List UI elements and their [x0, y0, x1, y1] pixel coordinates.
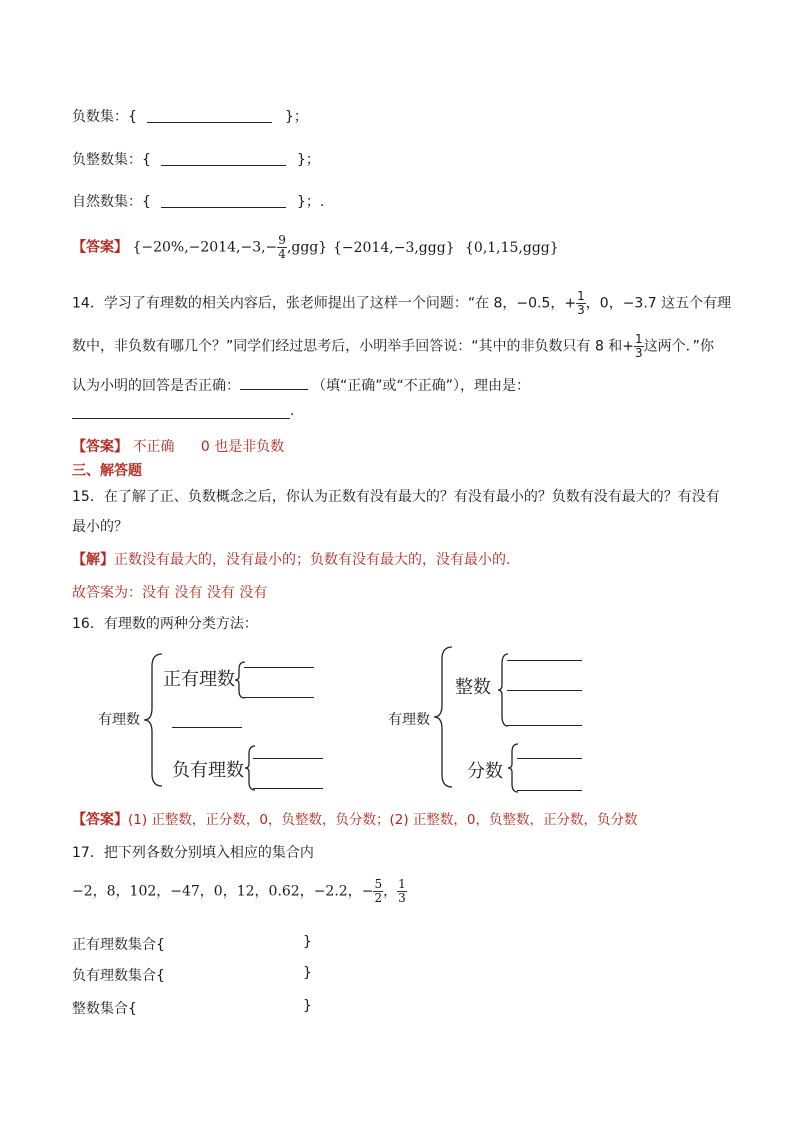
natural-set-close: }；. [297, 194, 325, 210]
right-integer-label: 整数 [455, 677, 491, 698]
answer-13-part2: {−2014,−3,ggg} [333, 240, 455, 256]
neg-int-set-label: 负整数集：{ [72, 152, 151, 168]
q15-final: 故答案为：没有 没有 没有 没有 [72, 585, 268, 601]
answer-16-text: (1) 正整数，正分数，0，负整数，负分数；(2) 正整数，0，负整数，正分数，负分数 [128, 812, 638, 828]
answer-13 [72, 234, 327, 261]
left-root-label: 有理数 [98, 712, 140, 728]
natural-set-blank[interactable] [161, 207, 286, 208]
q14-line2-text: 数中，非负数有哪几个？”同学们经过思考后，小明举手回答说：“其中的非负数只有 8 和+ [72, 338, 635, 355]
q17-set-integer: 整数集合{ [72, 1001, 137, 1017]
right-main-brace [432, 645, 454, 789]
right-fraction-blank-1[interactable] [517, 758, 582, 759]
left-negative-label: 负有理数 [172, 760, 244, 781]
solution-tag: 【解】 [72, 552, 114, 568]
left-zero-blank[interactable] [172, 727, 242, 728]
q17-set-positive-close: } [303, 934, 312, 950]
q14-fraction-1: $\frac{1}{3}$ [577, 289, 585, 317]
answer-tag: 【答案】 [72, 812, 128, 828]
q14-line4-end: . [290, 403, 295, 419]
left-positive-brace [233, 660, 247, 700]
left-positive-blank-2[interactable] [244, 697, 314, 698]
negative-set-label: 负数集：{ [72, 109, 137, 125]
q15-line2: 最小的？ [72, 519, 128, 535]
answer-tag: 【答案】 [72, 239, 128, 256]
q17-set-integer-close: } [303, 998, 312, 1014]
q14-fraction-2: $\frac{1}{3}$ [635, 332, 643, 360]
q14-line1-text: 14．学习了有理数的相关内容后，张老师提出了这样一个问题：“在 8，−0.5，+ [72, 295, 577, 312]
answer-13-part1: {−20%,−2014,−3,− [132, 239, 278, 256]
left-negative-brace [243, 744, 257, 792]
q14-line1-end: ，0，−3.7 这五个有理 [585, 295, 732, 312]
q17-numbers: −2，8，102，−47，0，12，0.62，−2.2，− $\frac{5}{2}$ ， $\frac{1}{3}$ [72, 877, 406, 905]
q17-set-positive: 正有理数集合{ [72, 937, 165, 953]
q14-blank-1[interactable] [240, 389, 308, 390]
negative-set-blank[interactable] [147, 122, 272, 123]
q15-line1: 15．在了解了正、负数概念之后，你认为正数有没有最大的？有没有最小的？负数有没有最大的？有没有 [72, 489, 720, 505]
answer-13-part3: {0,1,15,ggg} [465, 240, 559, 256]
right-integer-blank-2[interactable] [507, 690, 582, 691]
right-fraction-brace [506, 742, 520, 794]
left-positive-label: 正有理数 [163, 669, 235, 690]
left-negative-blank-2[interactable] [253, 788, 323, 789]
right-fraction-label: 分数 [467, 761, 503, 782]
q17-fraction-2: $\frac{1}{3}$ [398, 877, 406, 905]
neg-int-set-blank[interactable] [161, 165, 286, 166]
left-positive-blank-1[interactable] [244, 667, 314, 668]
section-heading: 三、解答题 [72, 463, 142, 479]
q14-line3-b: （填“正确”或“不正确”），理由是： [312, 378, 531, 394]
answer-16 [72, 808, 638, 829]
q14-line3: 认为小明的回答是否正确： [72, 378, 240, 394]
left-negative-blank-1[interactable] [253, 758, 323, 759]
answer-14-a2: 0 也是非负数 [200, 439, 285, 455]
right-root-label: 有理数 [388, 712, 430, 728]
q14-line2 [72, 333, 714, 360]
answer-14 [72, 436, 284, 456]
right-integer-blank-3[interactable] [507, 725, 582, 726]
q17-fraction-1: $\frac{5}{2}$ [374, 877, 383, 905]
answer-14-a1: 不正确 [132, 439, 175, 455]
q14-line1 [72, 290, 731, 317]
answer-tag: 【答案】 [72, 439, 128, 455]
negative-set-close: }； [285, 109, 308, 125]
q17-title: 17．把下列各数分别填入相应的集合内 [72, 845, 314, 861]
q17-set-negative: 负有理数集合{ [72, 968, 165, 984]
q17-set-negative-close: } [303, 965, 312, 981]
right-integer-blank-1[interactable] [507, 660, 582, 661]
q17-numbers-text: −2，8，102，−47，0，12，0.62，−2.2，− [72, 883, 374, 900]
q15-solution-text: 正数没有最大的，没有最小的；负数有没有最大的，没有最小的. [114, 552, 511, 568]
natural-set-label: 自然数集：{ [72, 194, 151, 210]
neg-int-set-close: }； [297, 152, 320, 168]
left-main-brace [142, 652, 164, 788]
q14-line2-end: 这两个．”你 [643, 338, 714, 355]
answer-13-part1-end: ,ggg} [286, 239, 328, 256]
right-fraction-blank-2[interactable] [517, 790, 582, 791]
q16-title: 16．有理数的两种分类方法： [72, 616, 258, 632]
answer-13-fraction: $\frac{9}{4}$ [278, 233, 286, 261]
q15-solution [72, 549, 510, 569]
q14-blank-2[interactable] [72, 418, 290, 419]
